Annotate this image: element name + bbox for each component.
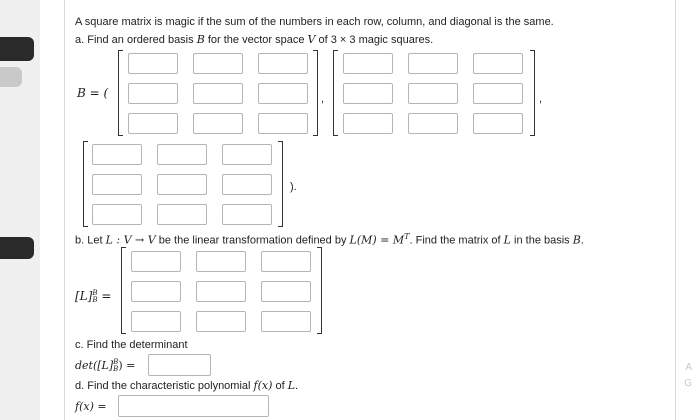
basis-matrix-3-cell[interactable] [222, 204, 272, 225]
part-b-prompt: b. Let L : V → V be the linear transformation defined by $L(M) = M^T$. Find the matrix of L in the basis B. [75, 232, 584, 247]
basis-matrix-1-cell[interactable] [128, 53, 178, 74]
basis-matrix-1-cell[interactable] [193, 113, 243, 134]
basis-matrix-2-cell[interactable] [473, 113, 523, 134]
matrix-2-left-bracket [333, 50, 338, 136]
part-a-prompt: a. Find an ordered basis B for the vector space V of 3 × 3 magic squares. [75, 33, 434, 46]
lb-matrix-cell[interactable] [261, 251, 311, 272]
basis-matrix-3-cell[interactable] [92, 204, 142, 225]
question-intro: A square matrix is magic if the sum of the numbers in each row, column, and diagonal is the same. [75, 16, 554, 28]
basis-matrix-1-cell[interactable] [128, 113, 178, 134]
basis-matrix-1-cell[interactable] [258, 113, 308, 134]
edge-char: A [685, 362, 692, 373]
lb-matrix-cell[interactable] [131, 251, 181, 272]
sidebar-tab-dark[interactable] [0, 37, 34, 61]
basis-matrix-3-cell[interactable] [157, 174, 207, 195]
lb-matrix-left-bracket [121, 247, 126, 334]
basis-matrix-2-cell[interactable] [473, 83, 523, 104]
basis-close-paren: ). [290, 181, 297, 193]
lb-matrix-cell[interactable] [261, 281, 311, 302]
basis-label: B = ( [77, 86, 109, 100]
lb-matrix-cell[interactable] [196, 281, 246, 302]
poly-label: f(x) = [75, 400, 107, 413]
lb-matrix-cell[interactable] [131, 311, 181, 332]
basis-matrix-3-cell[interactable] [157, 204, 207, 225]
matrix-label: [L] B B = [75, 288, 112, 304]
lb-matrix-right-bracket [317, 247, 322, 334]
basis-matrix-1-cell[interactable] [258, 53, 308, 74]
sidebar-tab-dark[interactable] [0, 237, 34, 259]
det-label: det([L] B B ) = [75, 358, 136, 373]
matrix-1-right-bracket [313, 50, 318, 136]
basis-matrix-2-cell[interactable] [343, 83, 393, 104]
basis-matrix-2-cell[interactable] [343, 113, 393, 134]
lb-matrix-cell[interactable] [261, 311, 311, 332]
left-sidebar [0, 0, 40, 420]
basis-matrix-1-cell[interactable] [128, 83, 178, 104]
matrix-2-right-bracket [530, 50, 535, 136]
basis-comma: , [321, 93, 325, 105]
basis-comma: , [539, 93, 543, 105]
lb-matrix-cell[interactable] [196, 251, 246, 272]
part-c-prompt: c. Find the determinant [75, 339, 188, 351]
lb-matrix-cell[interactable] [131, 281, 181, 302]
basis-matrix-2-cell[interactable] [473, 53, 523, 74]
basis-matrix-2-cell[interactable] [408, 53, 458, 74]
basis-matrix-2-cell[interactable] [408, 113, 458, 134]
sidebar-tab-light[interactable] [0, 67, 22, 87]
basis-matrix-2-cell[interactable] [408, 83, 458, 104]
matrix-1-left-bracket [118, 50, 123, 136]
basis-matrix-3-cell[interactable] [222, 144, 272, 165]
basis-matrix-1-cell[interactable] [193, 53, 243, 74]
matrix-3-left-bracket [83, 141, 88, 227]
lb-matrix-cell[interactable] [196, 311, 246, 332]
part-d-prompt: d. Find the characteristic polynomial f(x) of L. [75, 379, 299, 392]
basis-matrix-1-cell[interactable] [193, 83, 243, 104]
basis-matrix-3-cell[interactable] [92, 174, 142, 195]
basis-matrix-1-cell[interactable] [258, 83, 308, 104]
basis-matrix-3-cell[interactable] [92, 144, 142, 165]
determinant-input[interactable] [148, 354, 211, 376]
characteristic-polynomial-input[interactable] [118, 395, 269, 417]
basis-matrix-3-cell[interactable] [222, 174, 272, 195]
basis-matrix-3-cell[interactable] [157, 144, 207, 165]
matrix-3-right-bracket [278, 141, 283, 227]
edge-char: G [684, 378, 692, 389]
basis-matrix-2-cell[interactable] [343, 53, 393, 74]
